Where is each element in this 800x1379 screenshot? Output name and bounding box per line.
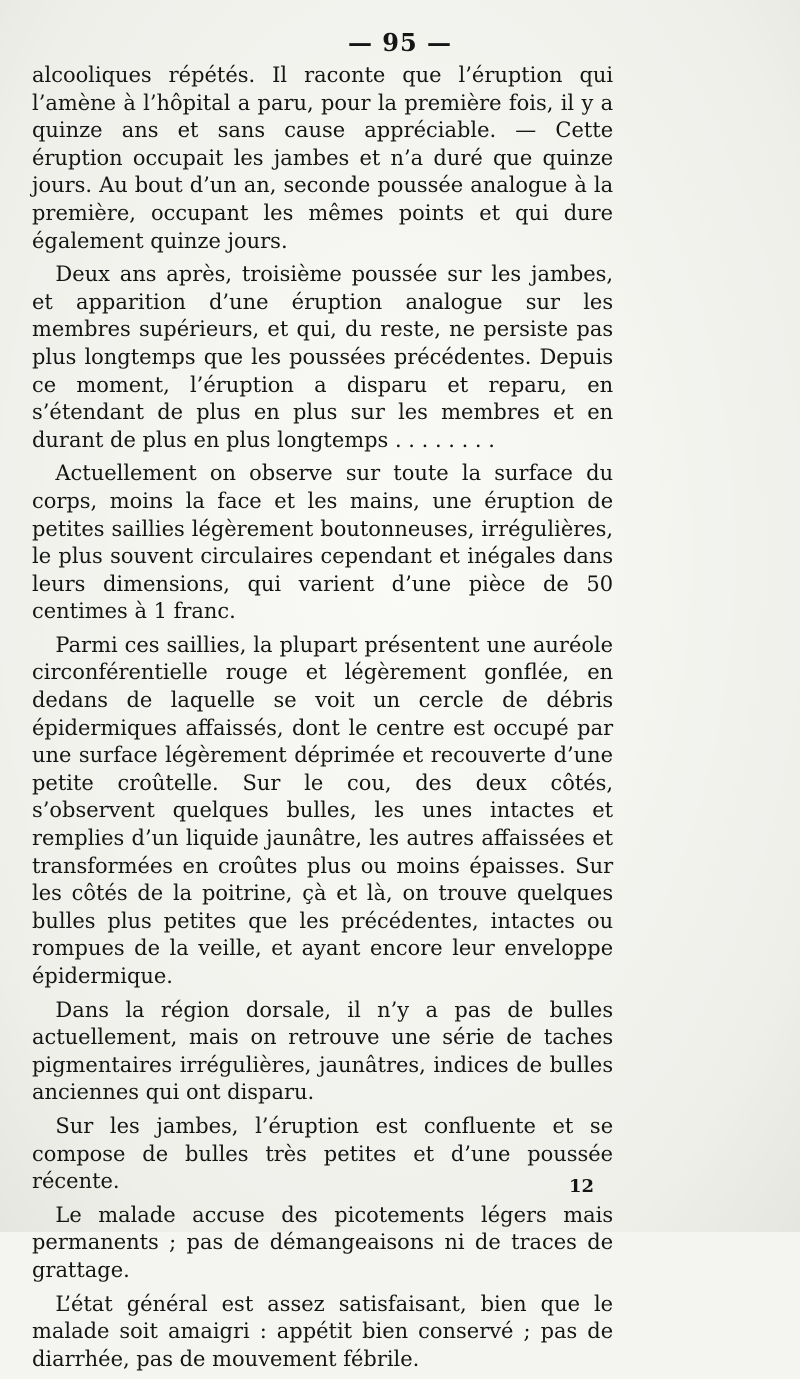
paragraph-4: Parmi ces saillies, la plupart présentent une auréole circonférentielle rouge et légèrement gonflée, en dedans de laquelle se voit un cercle de débris épidermiques affaissés, dont le centre est occupé par une surface légèrement déprimée et recouverte d’une petite croûtelle. Sur le cou, des deux côtés, s’observent quelques bulles, les unes intactes et remplies d’un liquide jaunâtre, les autres affaissées et transformées en croûtes plus ou moins épaisses. Sur les côtés de la poitrine, çà et là, on trouve quelques bulles plus petites que les précédentes, intactes ou rompues de la veille, et ayant encore leur enveloppe épidermique. [32, 632, 614, 989]
paragraph-1: alcooliques répétés. Il raconte que l’éruption qui l’amène à l’hôpital a paru, pour la première fois, il y a quinze ans et sans cause appréciable. — Cette éruption occupait les jambes et n’a duré que quinze jours. Au bout d’un an, seconde poussée analogue à la première, occupant les mêmes points et qui dure également quinze jours. [32, 63, 614, 254]
paragraph-8: L’état général est assez satisfaisant, bien que le malade soit amaigri : appétit bien conservé ; pas de diarrhée, pas de mouvement fébrile. [32, 1291, 614, 1372]
paragraph-2: Deux ans après, troisième poussée sur les jambes, et apparition d’une éruption analogue sur les membres supérieurs, et qui, du reste, ne persiste pas plus longtemps que les poussées précédentes. Depuis ce moment, l’éruption a disparu et reparu, en s’étendant de plus en plus sur les membres et en durant de plus en plus longtemps . . . . . . . . [32, 262, 614, 453]
paragraph-7: Le malade accuse des picotements légers mais permanents ; pas de démangeaisons ni de traces de grattage. [32, 1202, 614, 1283]
paragraph-5: Dans la région dorsale, il n’y a pas de bulles actuellement, mais on retrouve une série de taches pigmentaires irrégulières, jaunâtres, indices de bulles anciennes qui ont disparu. [32, 997, 614, 1106]
paragraph-3: Actuellement on observe sur toute la surface du corps, moins la face et les mains, une éruption de petites saillies légèrement boutonneuses, irrégulières, le plus souvent circulaires cependant et inégales dans leurs dimensions, qui varient d’une pièce de 50 centimes à 1 franc. [32, 461, 614, 625]
body-text [32, 62, 613, 1379]
paragraph-6: Sur les jambes, l’éruption est confluente et se compose de bulles très petites et d’une poussée récente. [32, 1113, 614, 1195]
page-number-header: — 95 — [347, 28, 453, 57]
signature-mark: 12 [569, 1176, 595, 1197]
